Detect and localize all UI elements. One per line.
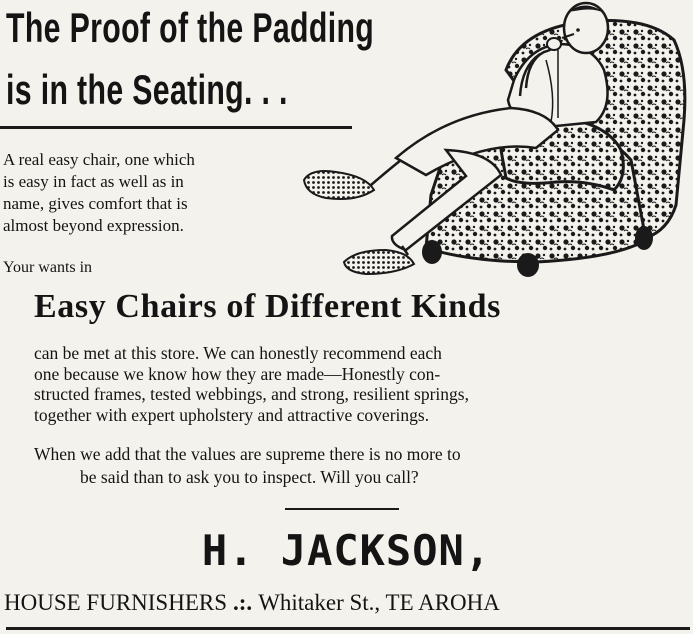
headline-line-2: is in the Seating. . . [6,66,288,113]
man-in-armchair-icon [296,0,693,282]
body-line: together with expert upholstery and attractive coverings. [34,404,430,425]
intro-line: is easy in fact as well as in [3,172,184,191]
intro-line: A real easy chair, one which [3,150,195,169]
body-line: one because we know how they are made—Honestly con- [34,363,441,384]
closing-line: be said than to ask you to inspect. Will you call? [80,467,419,487]
footer-separator: .:. [233,590,253,615]
section-divider [285,508,399,510]
intro-line: almost beyond expression. [3,216,184,235]
body-line: can be met at this store. We can honestly recommend each [34,343,442,363]
headline-line-1: The Proof of the Padding [6,4,375,51]
intro-line: name, gives comfort that is [3,194,188,213]
footer-trade: HOUSE FURNISHERS [4,590,228,615]
footer-line [4,588,500,618]
closing-paragraph [34,443,664,489]
footer-address: Whitaker St., TE AROHA [258,590,500,615]
merchant-name: H. JACKSON, [201,526,492,575]
closing-line: When we add that the values are supreme there is no more to [34,444,461,464]
intro-paragraph [3,149,303,237]
subheading: Easy Chairs of Different Kinds [34,288,501,325]
body-paragraph [34,343,664,425]
body-line: structed frames, tested webbings, and strong, resilient springs, [34,384,469,404]
footer-rule [6,627,690,630]
wants-text: Your wants in [3,259,93,276]
